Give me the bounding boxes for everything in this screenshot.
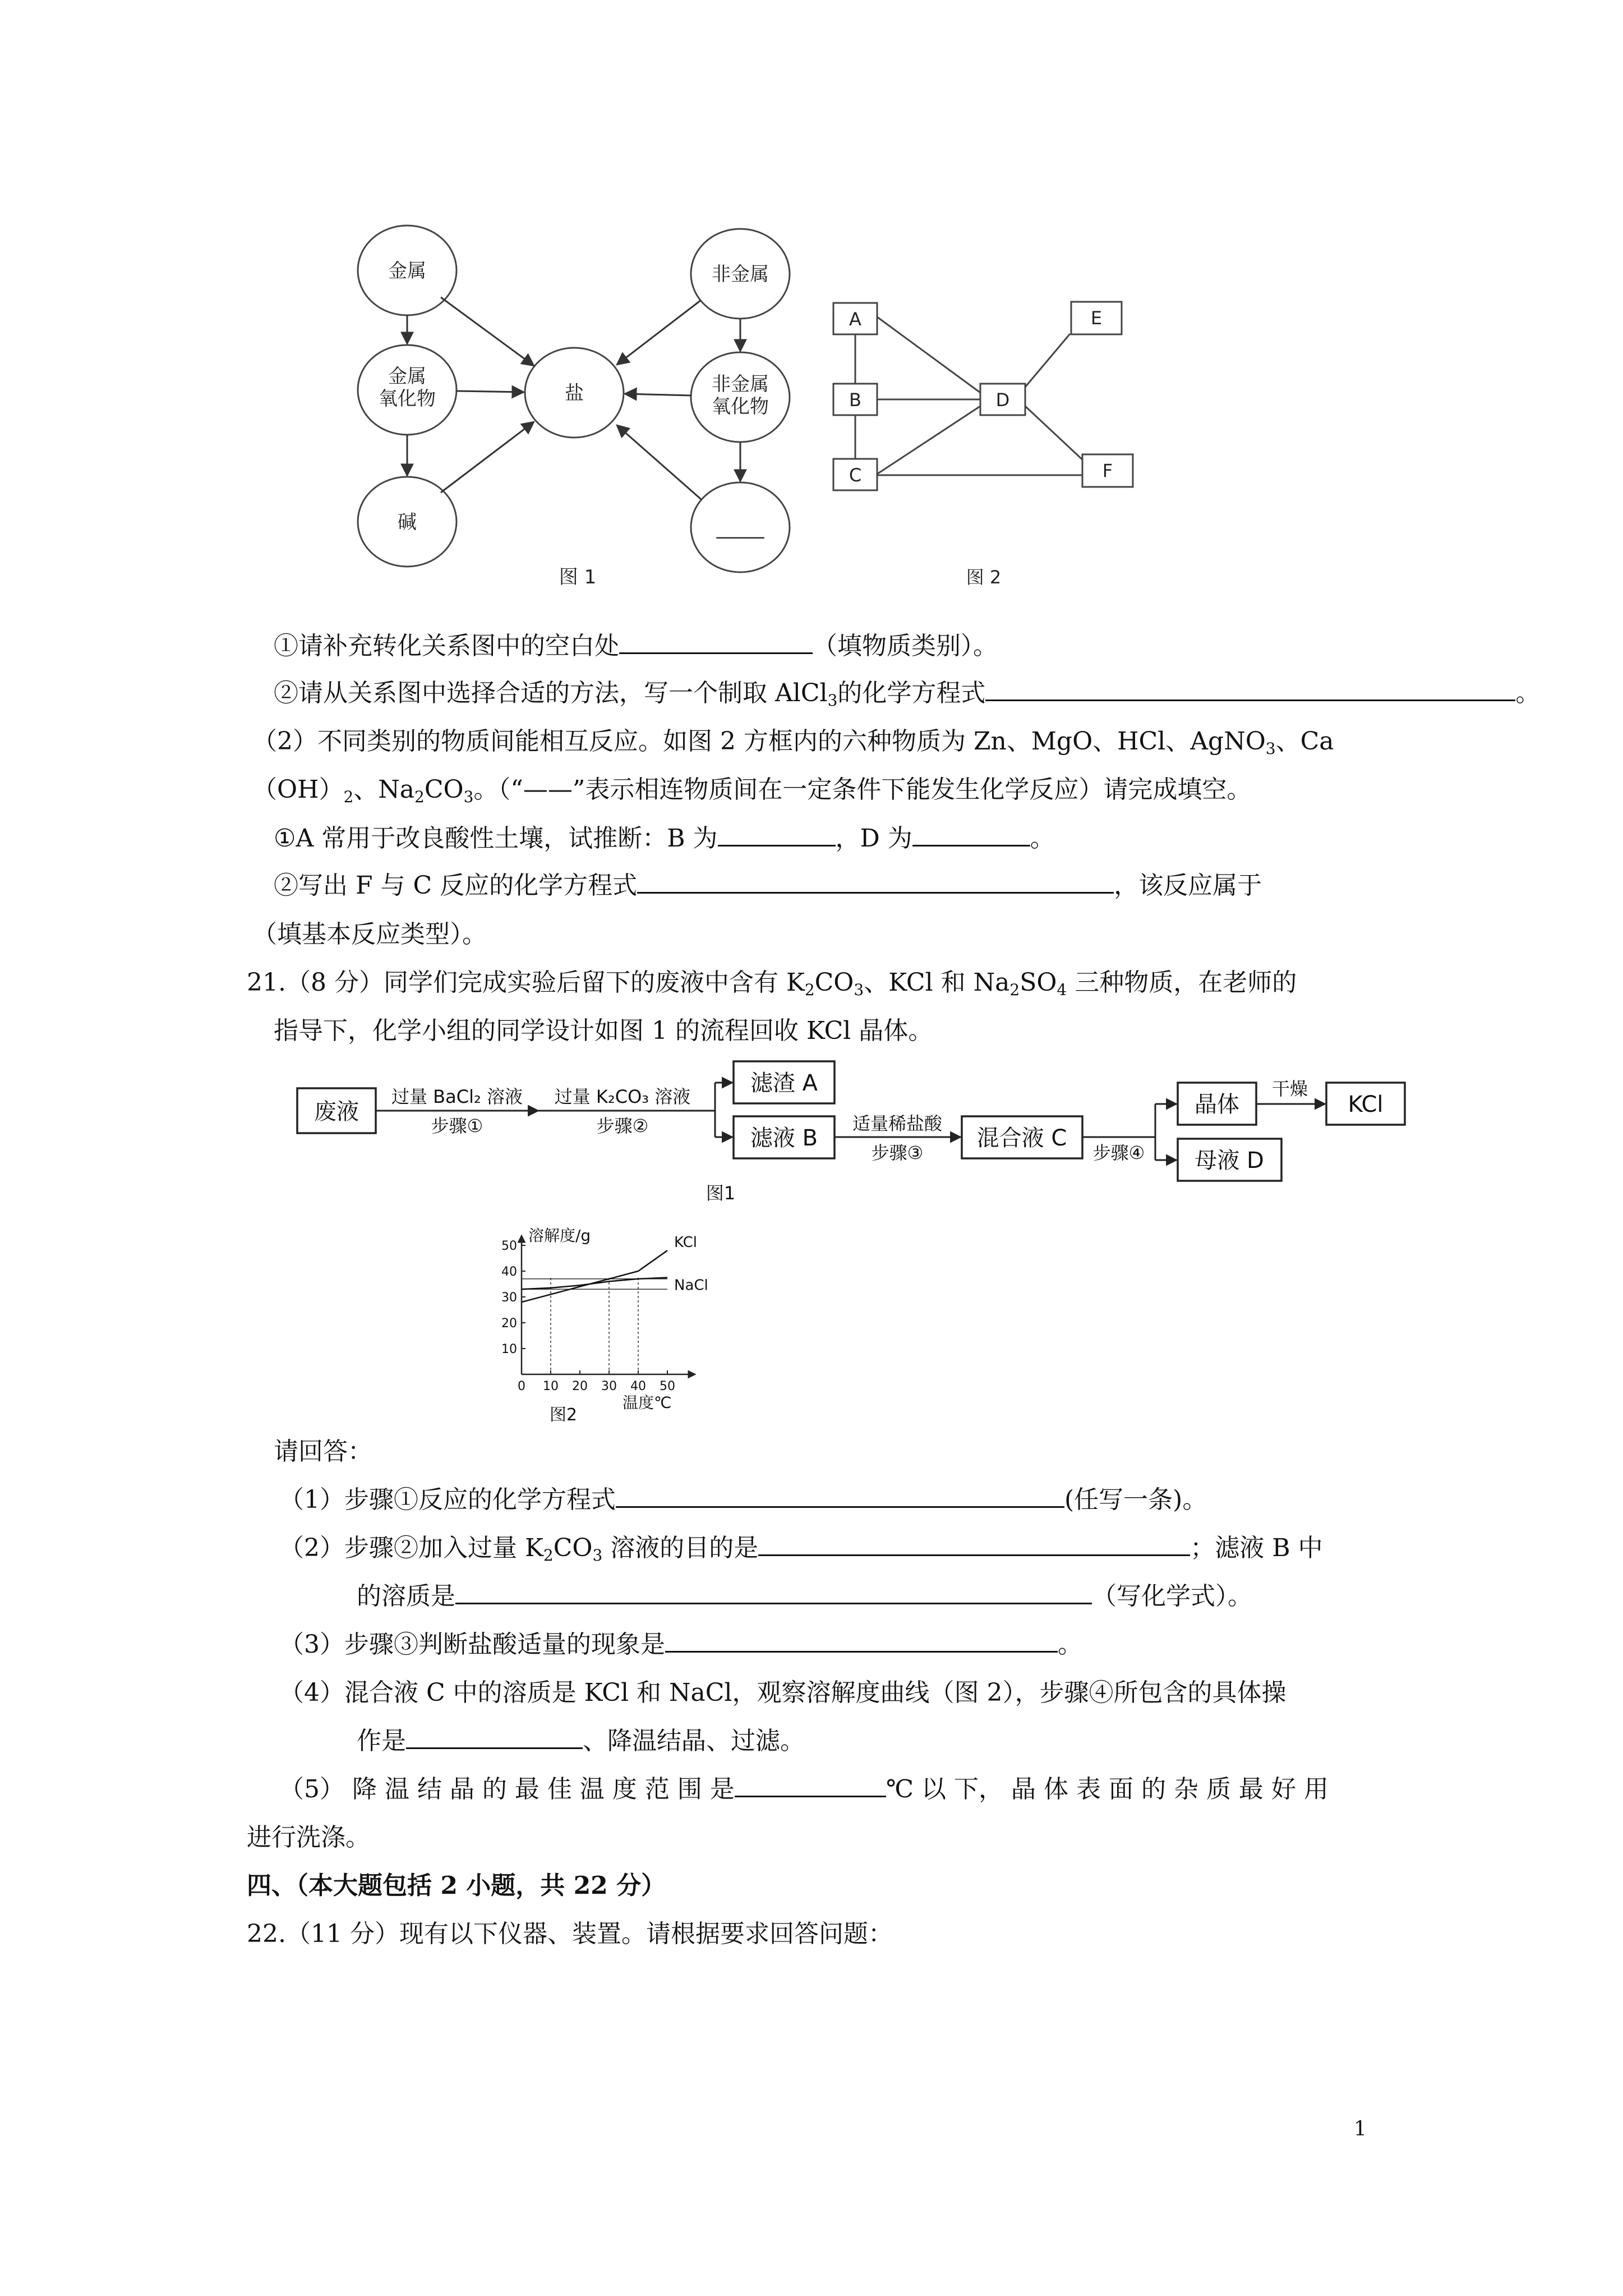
y-tick-label: 50: [501, 1239, 517, 1253]
q21-blank-1[interactable]: [616, 1484, 1064, 1508]
q20-part2-item2: ②写出 F 与 C 反应的化学方程式 ，该反应属于: [274, 869, 1262, 903]
x-tick-label: 50: [660, 1379, 675, 1393]
flow-residue: 滤渣 A: [750, 1070, 818, 1096]
q21-a5-cont: 进行洗涤。: [247, 1823, 370, 1852]
box-b-label: B: [849, 389, 861, 411]
y-tick-label: 40: [501, 1265, 517, 1279]
y-tick-label: 10: [501, 1342, 517, 1356]
flow-dry: 干燥: [1271, 1078, 1308, 1099]
x-tick-label: 40: [630, 1379, 646, 1393]
relation-diagrams: [336, 224, 1178, 611]
solubility-chart: [494, 1223, 729, 1425]
q21-header-line2: 指导下，化学小组的同学设计如图 1 的流程回收 KCl 晶体。: [274, 1016, 933, 1045]
q21-a5: （5） 降 温 结 晶 的 最 佳 温 度 范 围 是 ℃ 以 下， 晶 体 表 面 的 杂 质 最 好 用: [279, 1773, 1329, 1806]
q21-a1: （1）步骤①反应的化学方程式 (任写一条)。: [279, 1483, 1207, 1517]
y-axis-label: 溶解度/g: [528, 1226, 591, 1245]
page-number: 1: [1354, 2118, 1367, 2141]
q21-blank-2b[interactable]: [455, 1580, 1092, 1604]
series-line-kcl: [522, 1250, 667, 1302]
label-salt: 盐: [565, 382, 584, 404]
q21-blank-4[interactable]: [406, 1725, 583, 1749]
x-axis-label: 温度℃: [623, 1393, 672, 1412]
flow-r1-top: 过量 BaCl₂ 溶液: [391, 1086, 523, 1107]
label-nonmetal-oxide-2: 氧化物: [712, 395, 769, 418]
chart-caption: 图2: [550, 1405, 578, 1425]
q20-part2-item1: ①A 常用于改良酸性土壤，试推断：B 为 ，D 为 。: [274, 822, 1055, 855]
q20-part2-line1: （2）不同类别的物质间能相互反应。如图 2 方框内的六种物质为 Zn、MgO、HCl、AgNO$_3$、Ca: [252, 727, 1334, 758]
q21-blank-3[interactable]: [665, 1628, 1058, 1653]
label-metal-oxide-2: 氧化物: [379, 388, 436, 410]
flow-caption: 图1: [706, 1182, 736, 1204]
q21-a2: （2）步骤②加入过量 $K_2CO_3$ 溶液的目的是 ；滤液 B 中: [279, 1531, 1323, 1565]
label-nonmetal: 非金属: [712, 263, 769, 286]
box-f-label: F: [1102, 460, 1113, 481]
series-label-nacl: NaCl: [674, 1277, 708, 1294]
y-tick-label: 30: [501, 1291, 517, 1305]
series-line-nacl: [522, 1278, 667, 1290]
flow-r3-top: 适量稀盐酸: [852, 1113, 943, 1134]
box-c-label: C: [849, 464, 862, 486]
q20-item1: ①请补充转化关系图中的空白处 （填物质类别）。: [274, 629, 998, 663]
label-metal-oxide-1: 金属: [388, 365, 426, 388]
q20-part2-line2: $(OH)_2$、$Na_2CO_3$。（“——”表示相连物质间在一定条件下能发生化学反应）请完成填空。: [252, 775, 1252, 806]
flow-filtrate: 滤液 B: [750, 1125, 818, 1151]
q20-item2: ②请从关系图中选择合适的方法，写一个制取 AlCl$_3$的化学方程式 。: [274, 677, 1540, 710]
label-base: 碱: [398, 511, 417, 533]
q21-a2-cont: 的溶质是 （写化学式）。: [357, 1580, 1252, 1613]
label-blank: _____: [716, 517, 764, 539]
flow-chart: [292, 1060, 1413, 1234]
flow-r2-top: 过量 K₂CO₃ 溶液: [554, 1086, 691, 1107]
x-tick-label: 20: [572, 1379, 588, 1393]
fig2-caption: 图 2: [966, 567, 1002, 588]
box-e-label: E: [1090, 307, 1103, 329]
flow-r2-bot: 步骤②: [596, 1115, 649, 1137]
section-4-heading: 四、（本大题包括 2 小题，共 22 分）: [247, 1871, 666, 1900]
q21-a4-cont: 作是 、降温结晶、过滤。: [357, 1724, 805, 1758]
label-metal: 金属: [388, 260, 426, 282]
q20-blank-b[interactable]: [718, 822, 836, 846]
fig2-diagram: [833, 302, 1133, 588]
fig1-caption: 图 1: [559, 566, 597, 588]
q21-a3: （3）步骤③判断盐酸适量的现象是 。: [279, 1628, 1082, 1662]
x-tick-label: 30: [601, 1379, 617, 1393]
q20-part2-item3: （填基本反应类型）。: [252, 920, 487, 949]
y-tick-label: 20: [501, 1317, 517, 1331]
q20-blank-d[interactable]: [912, 822, 1030, 846]
flow-waste: 废液: [314, 1099, 359, 1125]
flow-mother: 母液 D: [1195, 1148, 1264, 1174]
q21-header: 21.（8 分）同学们完成实验后留下的废液中含有 $K_2CO_3$、KCl 和 $Na_2SO_4$ 三种物质，在老师的: [247, 968, 1297, 999]
q22-header: 22.（11 分）现有以下仪器、装置。请根据要求回答问题：: [247, 1920, 893, 1948]
box-a-label: A: [849, 309, 861, 330]
q21-ask: 请回答：: [274, 1437, 372, 1466]
x-tick-label: 10: [543, 1379, 559, 1393]
series-label-kcl: KCl: [674, 1234, 698, 1251]
q20-blank-equation[interactable]: [637, 869, 1114, 894]
flow-kcl: KCl: [1348, 1092, 1384, 1117]
flow-r1-bot: 步骤①: [431, 1115, 483, 1137]
flow-mix: 混合液 C: [976, 1125, 1067, 1151]
q20-blank-2[interactable]: [985, 677, 1515, 701]
x-tick-label: 0: [518, 1379, 525, 1393]
flow-r4: 步骤④: [1092, 1142, 1145, 1163]
box-d-label: D: [995, 389, 1010, 411]
flow-crystal: 晶体: [1195, 1092, 1239, 1117]
flow-r3-bot: 步骤③: [871, 1142, 924, 1163]
q20-blank-1[interactable]: [619, 630, 813, 654]
q21-blank-5[interactable]: [735, 1773, 886, 1797]
q21-a4: （4）混合液 C 中的溶质是 KCl 和 NaCl，观察溶解度曲线（图 2），步骤④所包含的具体操: [279, 1678, 1287, 1707]
q21-blank-2a[interactable]: [758, 1532, 1190, 1556]
label-nonmetal-oxide-1: 非金属: [712, 373, 769, 395]
